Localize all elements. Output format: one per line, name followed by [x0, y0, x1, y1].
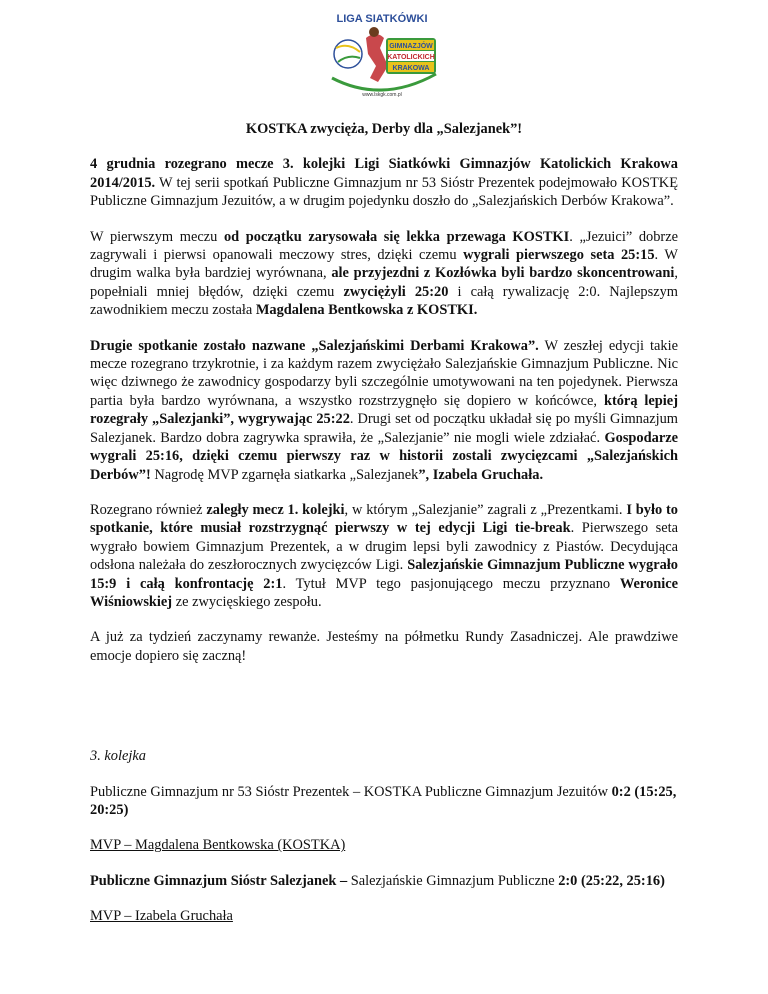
- mvp-1: MVP – Magdalena Bentkowska (KOSTKA): [90, 837, 346, 854]
- match-result-2: Publiczne Gimnazjum Sióstr Salezjanek – Salezjańskie Gimnazjum Publiczne 2:0 (25:22, 25:16): [90, 872, 665, 889]
- mvp-2: MVP – Izabela Gruchała: [90, 908, 233, 925]
- paragraph-outro: A już za tydzień zaczynamy rewanże. Jesteśmy na półmetku Rundy Zasadniczej. Ale prawdziwe emocje dopiero się zaczną!: [90, 629, 678, 664]
- logo-title: LIGA SIATKÓWKI: [336, 13, 428, 25]
- league-logo: [318, 8, 446, 102]
- svg-text:KATOLICKICH: KATOLICKICH: [387, 54, 435, 61]
- paragraph-postponed-match: Rozegrano również zaległy mecz 1. kolejki, w którym „Salezjanie” zagrali z „Prezentkami. I było to spotkanie, które musiał rozstrzygnąć pierwszy w tej edycji Ligi tie-break. Pierwszego seta wygrało bowiem Gimnazjum Prezentek, a w drugim lepsi byli zawodnicy z Piastów. Decydująca odsłona należała do zeszłorocznych zwycięzców Ligi. Salezjańskie Gimnazjum Publiczne wygrało 15:9 i całą konfrontację 2:1. Tytuł MVP tego pasjonującego meczu przyznano Weronice Wiśniowskiej ze zwycięskiego zespołu.: [90, 501, 678, 610]
- svg-text:GIMNAZJÓW: GIMNAZJÓW: [389, 43, 433, 50]
- paragraph-derby: Drugie spotkanie zostało nazwane „Salezjańskimi Derbami Krakowa”. W zeszłej edycji takie mecze rozegrano trzykrotnie, i za każdym razem zwyciężało Salezjańskie Gimnazjum Publiczne. Nic więc dziwnego że zawodnicy gospodarzy byli szczególnie umotywowani na ten pojedynek. Pierwsza partia była bardzo wyrównana, a wszystko rozstrzygnęło się dopiero w końcówce, którą lepiej rozegrały „Salezjanki”, wygrywając 25:22. Drugi set od początku układał się po myśli Gimnazjum Salezjanek. Bardzo dobra zagrywka sprawiła, że „Salezjanie” nie mogli wiele zdziałać. Gospodarze wygrali 25:16, dzięki czemu pierwszy raz w historii zostali zwycięzcami „Salezjańskich Derbów”! Nagrodę MVP zgarnęła siatkarka „Salezjanek”, Izabela Gruchała.: [90, 337, 678, 483]
- paragraph-intro: 4 grudnia rozegrano mecze 3. kolejki Ligi Siatkówki Gimnazjów Katolickich Krakowa 2014/2015. W tej serii spotkań Publiczne Gimnazjum nr 53 Sióstr Prezentek podejmowało KOSTKĘ Publiczne Gimnazjum Jezuitów, a w drugim pojedynku doszło do „Salezjańskich Derbów Krakowa”.: [90, 156, 678, 210]
- player-figure: [366, 34, 388, 82]
- document-body: [90, 120, 678, 943]
- paragraph-first-match: W pierwszym meczu od początku zarysowała się lekka przewaga KOSTKI. „Jezuici” dobrze zagrywali i pierwsi opanowali meczowy stres, dzięki czemu wygrali pierwszego seta 25:15. W drugim walka była bardziej wyrównana, ale przyjezdni z Kozłówka byli bardzo skoncentrowani, popełniali mniej błędów, dzięki czemu zwyciężyli 25:20 i całą rywalizację 2:0. Najlepszym zawodnikiem meczu została Magdalena Bentkowska z KOSTKI.: [90, 228, 678, 319]
- volleyball-icon: [334, 40, 362, 68]
- svg-text:KRAKOWA: KRAKOWA: [392, 65, 430, 72]
- article-title: KOSTKA zwycięża, Derby dla „Salezjanek”!: [245, 121, 523, 137]
- round-heading: 3. kolejka: [90, 748, 146, 765]
- svg-text:www.lskgk.com.pl: www.lskgk.com.pl: [362, 92, 402, 98]
- match-result-1: Publiczne Gimnazjum nr 53 Sióstr Prezentek – KOSTKA Publiczne Gimnazjum Jezuitów 0:2 (15:25, 20:25): [90, 783, 677, 818]
